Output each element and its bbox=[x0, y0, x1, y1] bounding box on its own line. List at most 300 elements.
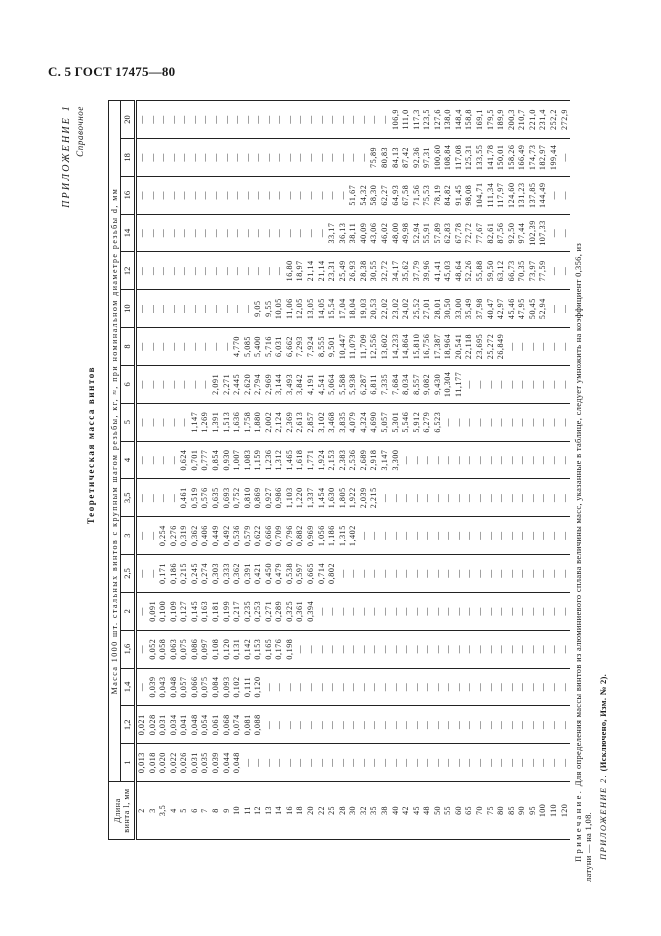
mass-cell: 0,665 bbox=[306, 555, 317, 593]
mass-cell: 1,083 bbox=[243, 441, 254, 479]
mass-cell: 0,666 bbox=[264, 517, 275, 555]
length-cell: 42 bbox=[401, 782, 412, 840]
mass-cell: 32,72 bbox=[380, 252, 391, 290]
mass-cell: — bbox=[222, 101, 233, 139]
mass-cell: — bbox=[422, 517, 433, 555]
mass-cell: — bbox=[528, 365, 539, 403]
table-row bbox=[211, 101, 222, 840]
mass-cell: — bbox=[232, 214, 243, 252]
mass-cell: — bbox=[136, 441, 148, 479]
mass-cell: 10,447 bbox=[338, 328, 349, 366]
mass-cell: 7,293 bbox=[295, 328, 306, 366]
mass-cell: 19,03 bbox=[359, 290, 370, 328]
mass-cell: 42,97 bbox=[496, 290, 507, 328]
mass-cell: 16,756 bbox=[422, 328, 433, 366]
mass-cell: — bbox=[359, 555, 370, 593]
mass-cell: 1,513 bbox=[222, 403, 233, 441]
mass-cell: — bbox=[158, 403, 169, 441]
mass-cell: — bbox=[549, 668, 560, 706]
mass-cell: 141,78 bbox=[486, 138, 497, 176]
diameter-header: 4 bbox=[121, 441, 136, 479]
mass-cell: 14,233 bbox=[391, 328, 402, 366]
mass-cell: — bbox=[158, 101, 169, 139]
mass-cell: 0,061 bbox=[211, 706, 222, 744]
mass-cell: 5,085 bbox=[243, 328, 254, 366]
mass-cell: — bbox=[475, 441, 486, 479]
mass-cell: — bbox=[348, 101, 359, 139]
mass-cell: 3,144 bbox=[274, 365, 285, 403]
mass-cell: 18,964 bbox=[443, 328, 454, 366]
table-row bbox=[422, 101, 433, 840]
mass-cell: 36,13 bbox=[338, 214, 349, 252]
mass-cell: 0,097 bbox=[200, 630, 211, 668]
mass-cell: 0,081 bbox=[243, 706, 254, 744]
mass-cell: 0,054 bbox=[200, 706, 211, 744]
mass-cell: 0,391 bbox=[243, 555, 254, 593]
mass-cell: — bbox=[200, 365, 211, 403]
mass-cell: — bbox=[412, 479, 423, 517]
mass-cell: — bbox=[369, 630, 380, 668]
mass-cell: 1,159 bbox=[253, 441, 264, 479]
mass-cell: 6,523 bbox=[433, 403, 444, 441]
mass-cell: — bbox=[338, 592, 349, 630]
mass-cell: — bbox=[549, 328, 560, 366]
mass-cell: 0,145 bbox=[190, 592, 201, 630]
mass-cell: 0,622 bbox=[253, 517, 264, 555]
length-cell: 32 bbox=[359, 782, 370, 840]
mass-cell: — bbox=[507, 555, 518, 593]
mass-cell: — bbox=[327, 668, 338, 706]
length-cell: 100 bbox=[538, 782, 549, 840]
mass-cell: — bbox=[433, 668, 444, 706]
mass-cell: 102,39 bbox=[528, 214, 539, 252]
diameter-header: 1,4 bbox=[121, 668, 136, 706]
mass-cell: — bbox=[549, 403, 560, 441]
mass-cell: 123,5 bbox=[422, 101, 433, 139]
mass-cell: — bbox=[222, 328, 233, 366]
mass-cell: — bbox=[253, 176, 264, 214]
mass-cell: — bbox=[169, 365, 180, 403]
mass-cell: — bbox=[549, 441, 560, 479]
mass-cell: — bbox=[369, 517, 380, 555]
mass-cell: 0,058 bbox=[158, 630, 169, 668]
mass-cell: — bbox=[222, 138, 233, 176]
mass-cell: 6,031 bbox=[274, 328, 285, 366]
mass-cell: — bbox=[443, 403, 454, 441]
mass-cell: 92,36 bbox=[412, 138, 423, 176]
length-cell: 30 bbox=[348, 782, 359, 840]
length-cell: 4 bbox=[169, 782, 180, 840]
mass-cell: — bbox=[412, 592, 423, 630]
diameter-header-row bbox=[121, 101, 136, 840]
mass-cell: 0,362 bbox=[232, 555, 243, 593]
mass-cell: — bbox=[528, 328, 539, 366]
mass-cell: — bbox=[422, 706, 433, 744]
mass-cell: 17,387 bbox=[433, 328, 444, 366]
mass-cell: 6,287 bbox=[359, 365, 370, 403]
mass-cell: 4,541 bbox=[317, 365, 328, 403]
table-row bbox=[338, 101, 349, 840]
mass-cell: — bbox=[369, 744, 380, 782]
mass-cell: 45,03 bbox=[443, 252, 454, 290]
mass-cell: — bbox=[274, 101, 285, 139]
length-cell: 28 bbox=[338, 782, 349, 840]
mass-cell: — bbox=[232, 176, 243, 214]
mass-cell: — bbox=[475, 744, 486, 782]
mass-cell: 66,73 bbox=[507, 252, 518, 290]
mass-cell: — bbox=[412, 668, 423, 706]
mass-cell: — bbox=[295, 176, 306, 214]
mass-cell: — bbox=[317, 138, 328, 176]
mass-cell: — bbox=[369, 706, 380, 744]
mass-cell: 2,215 bbox=[369, 479, 380, 517]
mass-cell: — bbox=[496, 744, 507, 782]
mass-cell: — bbox=[454, 706, 465, 744]
table-row bbox=[517, 101, 528, 840]
mass-cell: 62,27 bbox=[380, 176, 391, 214]
mass-cell: — bbox=[549, 706, 560, 744]
mass-cell: 107,33 bbox=[538, 214, 549, 252]
rotated-page-content bbox=[55, 90, 615, 890]
mass-cell: 0,142 bbox=[243, 630, 254, 668]
mass-cell: — bbox=[507, 517, 518, 555]
mass-cell: — bbox=[148, 138, 159, 176]
mass-cell: 179,5 bbox=[486, 101, 497, 139]
length-header-line2: винта l, мм bbox=[121, 788, 131, 833]
mass-cell: 1,771 bbox=[306, 441, 317, 479]
mass-cell: — bbox=[401, 706, 412, 744]
mass-cell: 22,02 bbox=[380, 290, 391, 328]
table-row bbox=[264, 101, 275, 840]
mass-cell: — bbox=[443, 517, 454, 555]
length-cell: 70 bbox=[475, 782, 486, 840]
mass-cell: — bbox=[274, 138, 285, 176]
mass-cell: — bbox=[422, 630, 433, 668]
mass-cell: 5,301 bbox=[391, 403, 402, 441]
mass-cell: 0,120 bbox=[253, 668, 264, 706]
mass-cell: — bbox=[136, 252, 148, 290]
mass-cell: 0,131 bbox=[232, 630, 243, 668]
mass-cell: 59,50 bbox=[486, 252, 497, 290]
mass-cell: — bbox=[454, 479, 465, 517]
mass-cell: 1,147 bbox=[190, 403, 201, 441]
mass-cell: 199,44 bbox=[549, 138, 560, 176]
mass-cell: 1,236 bbox=[264, 441, 275, 479]
table-row bbox=[528, 101, 539, 840]
table-row bbox=[200, 101, 211, 840]
table-row bbox=[475, 101, 486, 840]
mass-cell: 2,091 bbox=[211, 365, 222, 403]
mass-cell: 11,709 bbox=[359, 328, 370, 366]
mass-cell: — bbox=[464, 555, 475, 593]
header-row-main bbox=[109, 101, 121, 840]
mass-cell: — bbox=[517, 592, 528, 630]
mass-cell: — bbox=[538, 365, 549, 403]
mass-cell: 58,30 bbox=[369, 176, 380, 214]
mass-cell: 75,53 bbox=[422, 176, 433, 214]
mass-cell: — bbox=[190, 176, 201, 214]
mass-cell: — bbox=[433, 592, 444, 630]
mass-cell: — bbox=[306, 138, 317, 176]
mass-cell: — bbox=[560, 138, 571, 176]
mass-cell: 0,163 bbox=[200, 592, 211, 630]
mass-cell: 14,05 bbox=[317, 290, 328, 328]
table-row bbox=[560, 101, 571, 840]
mass-cell: 48,64 bbox=[454, 252, 465, 290]
mass-cell: — bbox=[391, 744, 402, 782]
mass-cell: 3,493 bbox=[285, 365, 296, 403]
mass-cell: — bbox=[274, 706, 285, 744]
mass-cell: — bbox=[306, 214, 317, 252]
mass-cell: 4,191 bbox=[306, 365, 317, 403]
mass-cell: 0,063 bbox=[169, 630, 180, 668]
table-row bbox=[232, 101, 243, 840]
mass-cell: — bbox=[190, 290, 201, 328]
mass-cell: 3,468 bbox=[327, 403, 338, 441]
mass-cell: — bbox=[158, 252, 169, 290]
mass-cell: — bbox=[148, 214, 159, 252]
mass-cell: — bbox=[169, 403, 180, 441]
mass-cell: — bbox=[274, 176, 285, 214]
mass-cell: 11,06 bbox=[285, 290, 296, 328]
mass-cell: — bbox=[549, 252, 560, 290]
mass-cell: — bbox=[433, 517, 444, 555]
mass-cell: — bbox=[528, 479, 539, 517]
mass-cell: 41,41 bbox=[433, 252, 444, 290]
table-row bbox=[486, 101, 497, 840]
mass-cell: — bbox=[179, 328, 190, 366]
length-header-line1: Длина bbox=[112, 798, 122, 823]
mass-cell: 0,041 bbox=[179, 706, 190, 744]
appendix2-label: ПРИЛОЖЕНИЕ 2. bbox=[598, 773, 608, 860]
mass-cell: — bbox=[211, 214, 222, 252]
mass-cell: — bbox=[412, 630, 423, 668]
appendix-label: ПРИЛОЖЕНИЕ 1 bbox=[61, 104, 72, 208]
mass-cell: 87,42 bbox=[401, 138, 412, 176]
mass-cell: 0,102 bbox=[232, 668, 243, 706]
mass-cell: — bbox=[211, 290, 222, 328]
mass-cell: 1,805 bbox=[338, 479, 349, 517]
mass-cell: 52,94 bbox=[412, 214, 423, 252]
mass-cell: — bbox=[507, 592, 518, 630]
mass-cell: 17,04 bbox=[338, 290, 349, 328]
mass-cell: — bbox=[549, 290, 560, 328]
length-cell: 48 bbox=[422, 782, 433, 840]
mass-cell: — bbox=[264, 101, 275, 139]
length-cell: 95 bbox=[528, 782, 539, 840]
mass-cell: 0,057 bbox=[179, 668, 190, 706]
mass-cell: — bbox=[496, 517, 507, 555]
length-cell: 55 bbox=[443, 782, 454, 840]
mass-cell: — bbox=[454, 441, 465, 479]
mass-cell: 5,716 bbox=[264, 328, 275, 366]
mass-cell: 54,32 bbox=[359, 176, 370, 214]
mass-cell: 0,882 bbox=[295, 517, 306, 555]
mass-cell: — bbox=[179, 214, 190, 252]
mass-cell: 28,38 bbox=[359, 252, 370, 290]
mass-cell: 4,324 bbox=[359, 403, 370, 441]
mass-table bbox=[108, 100, 570, 840]
mass-cell: — bbox=[486, 403, 497, 441]
mass-cell: — bbox=[243, 176, 254, 214]
mass-cell: 0,181 bbox=[211, 592, 222, 630]
diameter-header: 10 bbox=[121, 290, 136, 328]
length-cell: 3 bbox=[148, 782, 159, 840]
mass-cell: — bbox=[190, 101, 201, 139]
mass-cell: 0,034 bbox=[169, 706, 180, 744]
mass-cell: 127,6 bbox=[433, 101, 444, 139]
mass-cell: 70,35 bbox=[517, 252, 528, 290]
mass-cell: 0,635 bbox=[211, 479, 222, 517]
mass-cell: — bbox=[560, 479, 571, 517]
mass-cell: 137,85 bbox=[528, 176, 539, 214]
mass-cell: — bbox=[295, 668, 306, 706]
mass-cell: — bbox=[285, 176, 296, 214]
mass-cell: — bbox=[433, 555, 444, 593]
mass-cell: — bbox=[422, 744, 433, 782]
length-cell: 12 bbox=[253, 782, 264, 840]
mass-cell: — bbox=[549, 517, 560, 555]
mass-cell: 3,842 bbox=[295, 365, 306, 403]
mass-cell: — bbox=[422, 555, 433, 593]
mass-cell: — bbox=[264, 138, 275, 176]
mass-cell: 0,394 bbox=[306, 592, 317, 630]
mass-cell: — bbox=[464, 365, 475, 403]
mass-cell: — bbox=[433, 706, 444, 744]
mass-cell: — bbox=[190, 328, 201, 366]
mass-cell: — bbox=[507, 668, 518, 706]
mass-cell: — bbox=[538, 517, 549, 555]
mass-cell: 200,3 bbox=[507, 101, 518, 139]
mass-cell: 0,068 bbox=[222, 706, 233, 744]
mass-cell: — bbox=[486, 479, 497, 517]
mass-cell: — bbox=[380, 479, 391, 517]
mass-cell: — bbox=[232, 290, 243, 328]
mass-cell: 4,770 bbox=[232, 328, 243, 366]
mass-cell: — bbox=[401, 592, 412, 630]
diameter-header: 1,6 bbox=[121, 630, 136, 668]
mass-cell: 0,986 bbox=[274, 479, 285, 517]
mass-cell: 0,319 bbox=[179, 517, 190, 555]
mass-cell: — bbox=[253, 214, 264, 252]
mass-cell: — bbox=[264, 214, 275, 252]
mass-cell: — bbox=[401, 555, 412, 593]
mass-cell: — bbox=[169, 252, 180, 290]
mass-cell: — bbox=[148, 555, 159, 593]
mass-cell: 23,695 bbox=[475, 328, 486, 366]
mass-cell: — bbox=[211, 138, 222, 176]
mass-cell: — bbox=[243, 214, 254, 252]
diameter-header: 14 bbox=[121, 214, 136, 252]
mass-cell: 2,969 bbox=[264, 365, 275, 403]
mass-cell: — bbox=[306, 706, 317, 744]
mass-cell: — bbox=[359, 592, 370, 630]
length-cell: 45 bbox=[412, 782, 423, 840]
mass-cell: — bbox=[179, 138, 190, 176]
mass-cell: 1,220 bbox=[295, 479, 306, 517]
mass-cell: — bbox=[222, 176, 233, 214]
table-row bbox=[412, 101, 423, 840]
mass-cell: 0,802 bbox=[327, 555, 338, 593]
mass-cell: — bbox=[380, 744, 391, 782]
mass-cell: — bbox=[401, 517, 412, 555]
mass-cell: 0,127 bbox=[179, 592, 190, 630]
mass-cell: — bbox=[136, 555, 148, 593]
mass-cell: — bbox=[486, 441, 497, 479]
mass-cell: — bbox=[560, 176, 571, 214]
mass-cell: — bbox=[443, 441, 454, 479]
mass-cell: — bbox=[538, 592, 549, 630]
mass-cell: 63,12 bbox=[496, 252, 507, 290]
length-cell: 7 bbox=[200, 782, 211, 840]
mass-cell: 0,022 bbox=[169, 744, 180, 782]
mass-cell: — bbox=[528, 668, 539, 706]
mass-cell: — bbox=[306, 101, 317, 139]
mass-cell: — bbox=[158, 214, 169, 252]
mass-cell: 0,271 bbox=[264, 592, 275, 630]
mass-cell: 174,73 bbox=[528, 138, 539, 176]
mass-cell: — bbox=[306, 176, 317, 214]
mass-cell: — bbox=[391, 706, 402, 744]
mass-cell: 23,02 bbox=[391, 290, 402, 328]
mass-cell: — bbox=[222, 214, 233, 252]
mass-cell: 0,086 bbox=[190, 630, 201, 668]
mass-cell: 24,02 bbox=[401, 290, 412, 328]
length-cell: 20 bbox=[306, 782, 317, 840]
mass-cell: 0,421 bbox=[253, 555, 264, 593]
mass-cell: — bbox=[317, 630, 328, 668]
mass-cell: — bbox=[285, 744, 296, 782]
mass-cell: 0,253 bbox=[253, 592, 264, 630]
mass-cell: 1,186 bbox=[327, 517, 338, 555]
mass-cell: — bbox=[338, 706, 349, 744]
mass-cell: — bbox=[496, 630, 507, 668]
mass-cell: — bbox=[422, 441, 433, 479]
mass-cell: 0,013 bbox=[136, 744, 148, 782]
mass-cell: — bbox=[380, 668, 391, 706]
mass-cell: 0,693 bbox=[222, 479, 233, 517]
diameter-header: 20 bbox=[121, 101, 136, 139]
mass-cell: — bbox=[179, 252, 190, 290]
mass-cell: 0,031 bbox=[158, 706, 169, 744]
mass-cell: 57,89 bbox=[433, 214, 444, 252]
mass-cell: — bbox=[136, 630, 148, 668]
mass-cell: — bbox=[443, 744, 454, 782]
mass-cell: 5,588 bbox=[338, 365, 349, 403]
mass-cell: — bbox=[338, 555, 349, 593]
mass-cell: 252,2 bbox=[549, 101, 560, 139]
mass-cell: — bbox=[158, 365, 169, 403]
mass-cell: — bbox=[190, 252, 201, 290]
mass-cell: — bbox=[136, 479, 148, 517]
mass-cell: — bbox=[243, 252, 254, 290]
mass-cell: 0,153 bbox=[253, 630, 264, 668]
mass-cell: 55,91 bbox=[422, 214, 433, 252]
mass-cell: 16,80 bbox=[285, 252, 296, 290]
mass-column-header: Масса 1000 шт. стальных винтов с крупным шагом резьбы, кг, ≈, при номинальном диаметре резьбы d, мм bbox=[109, 101, 121, 782]
mass-cell: — bbox=[486, 668, 497, 706]
mass-cell: 0,461 bbox=[179, 479, 190, 517]
diameter-header: 6 bbox=[121, 365, 136, 403]
mass-cell: 108,84 bbox=[443, 138, 454, 176]
mass-cell: — bbox=[148, 517, 159, 555]
mass-cell: 26,849 bbox=[496, 328, 507, 366]
mass-cell: 166,49 bbox=[517, 138, 528, 176]
mass-cell: — bbox=[148, 176, 159, 214]
mass-cell: 0,018 bbox=[148, 744, 159, 782]
mass-cell: — bbox=[243, 138, 254, 176]
diameter-header: 2 bbox=[121, 592, 136, 630]
